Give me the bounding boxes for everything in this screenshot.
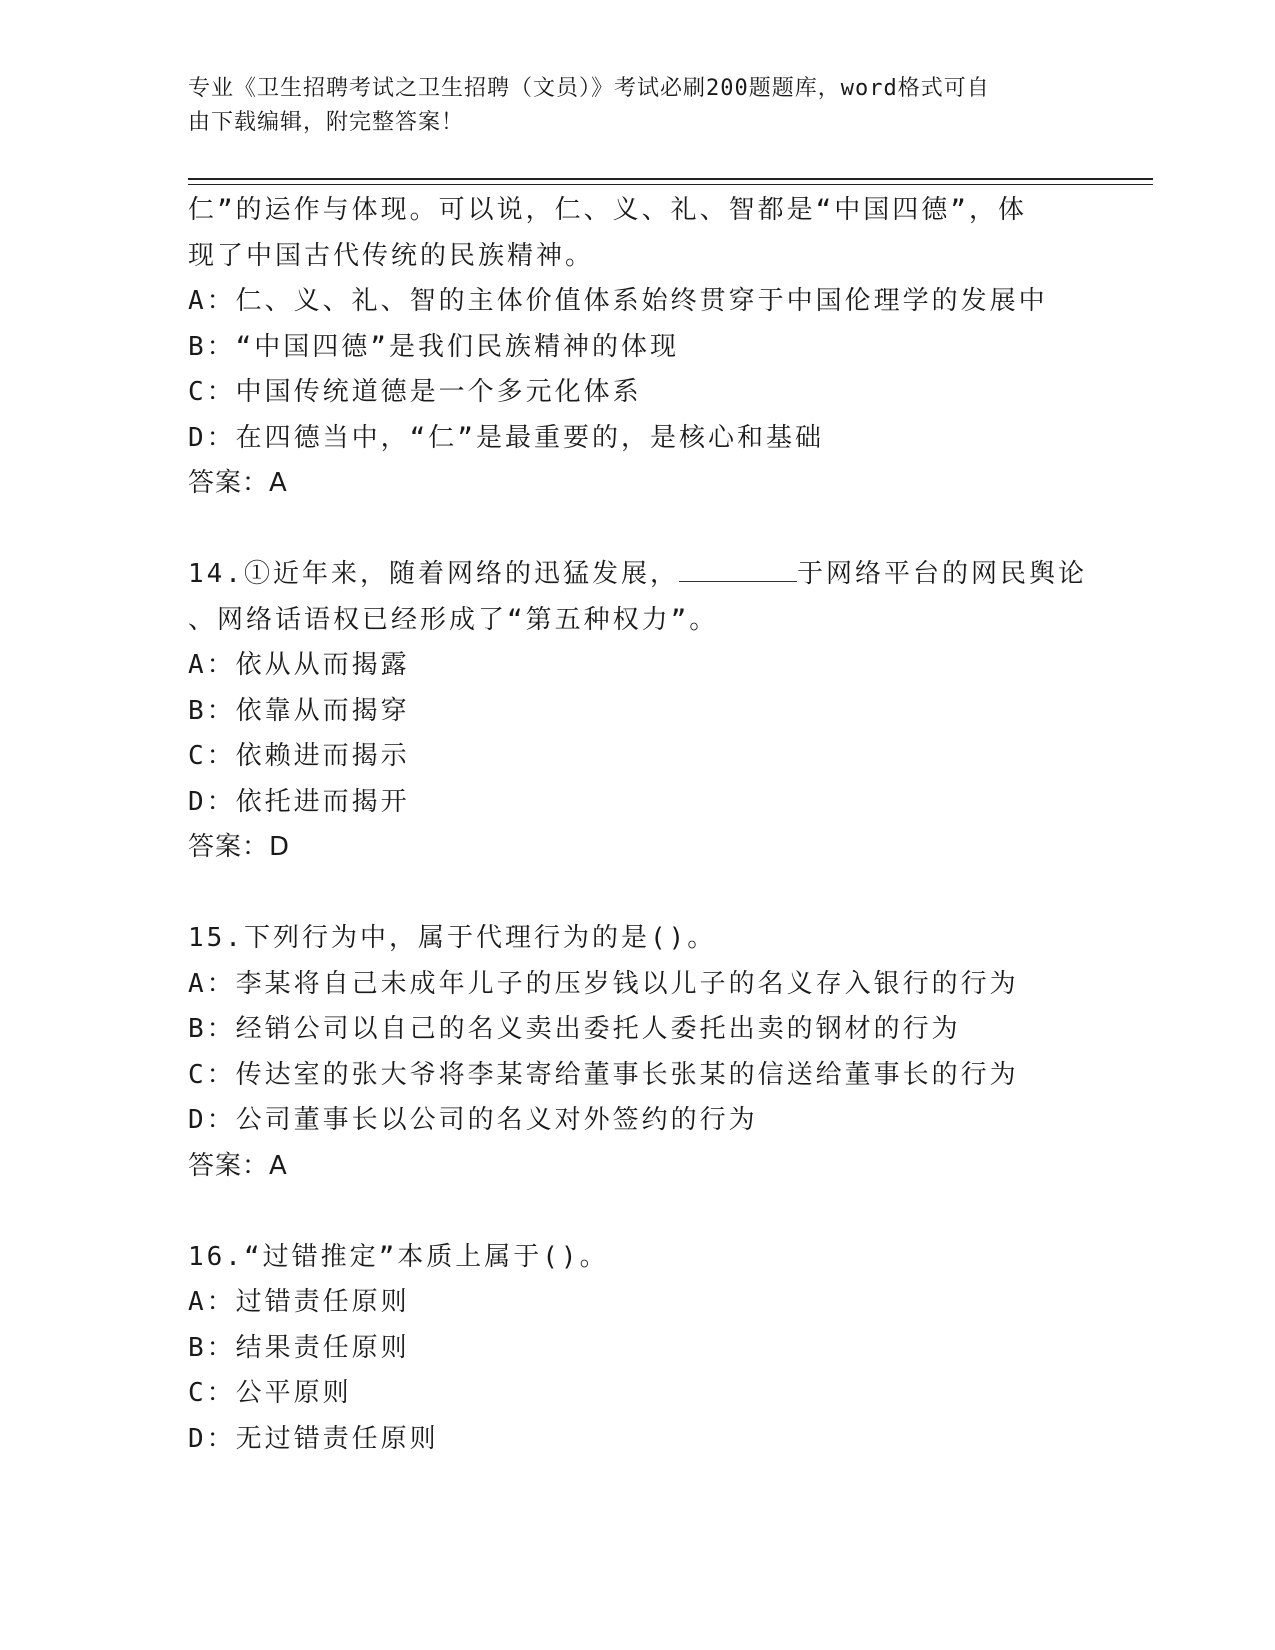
question-14-stem-line-1 <box>188 552 1088 598</box>
question-13-stem-line-1: 仁”的运作与体现。可以说，仁、义、礼、智都是“中国四德”，体 <box>188 195 1027 225</box>
question-15-answer: 答案：A <box>188 1150 288 1181</box>
document-header <box>188 72 1068 140</box>
question-16-stem: 16.“过错推定”本质上属于()。 <box>188 1241 609 1272</box>
spacer <box>188 1189 1088 1235</box>
question-13-option-a: A：仁、义、礼、智的主体价值体系始终贯穿于中国伦理学的发展中 <box>188 286 1048 316</box>
question-14-stem-part-2: 于网络平台的网民舆论 <box>796 559 1087 589</box>
question-15-option-c: C：传达室的张大爷将李某寄给董事长张某的信送给董事长的行为 <box>188 1059 1019 1090</box>
header-line-2: 由下载编辑，附完整答案！ <box>188 110 465 135</box>
question-16-option-d: D：无过错责任原则 <box>188 1423 439 1454</box>
question-16-option-b: B：结果责任原则 <box>188 1332 410 1363</box>
spacer <box>188 871 1088 917</box>
question-14-option-c: C：依赖进而揭示 <box>188 741 410 771</box>
question-15-option-d: D：公司董事长以公司的名义对外签约的行为 <box>188 1105 758 1135</box>
question-13-stem-line-2: 现了中国古代传统的民族精神。 <box>188 240 595 271</box>
question-13-option-c: C：中国传统道德是一个多元化体系 <box>188 377 642 407</box>
question-13-option-d: D：在四德当中，“仁”是最重要的，是核心和基础 <box>188 422 824 453</box>
header-line-1: 专业《卫生招聘考试之卫生招聘（文员）》考试必刷200题题库，word格式可自 <box>188 76 990 101</box>
spacer <box>188 507 1088 553</box>
question-15 <box>188 916 1088 1189</box>
question-14-option-a: A：依从从而揭露 <box>188 650 410 680</box>
question-list <box>188 188 1088 1462</box>
question-14-answer: 答案：D <box>188 832 291 862</box>
fill-in-blank <box>679 555 797 582</box>
question-14 <box>188 552 1088 871</box>
question-13-answer: 答案：A <box>188 468 288 498</box>
header-divider-thin <box>188 184 1153 185</box>
question-13 <box>188 188 1088 507</box>
question-16 <box>188 1235 1088 1463</box>
question-13-option-b: B：“中国四德”是我们民族精神的体现 <box>188 331 679 362</box>
header-divider-thick <box>188 178 1153 180</box>
question-14-option-b: B：依靠从而揭穿 <box>188 695 410 726</box>
question-14-stem-line-2: 、网络话语权已经形成了“第五种权力”。 <box>188 604 719 635</box>
question-14-option-d: D：依托进而揭开 <box>188 786 410 817</box>
question-15-stem: 15.下列行为中，属于代理行为的是()。 <box>188 923 717 953</box>
question-15-option-a: A：李某将自己未成年儿子的压岁钱以儿子的名义存入银行的行为 <box>188 968 1019 999</box>
question-14-stem-part-1: 14.①近年来，随着网络的迅猛发展， <box>188 559 679 589</box>
question-16-option-c: C：公平原则 <box>188 1378 352 1408</box>
question-15-option-b: B：经销公司以自己的名义卖出委托人委托出卖的钢材的行为 <box>188 1014 961 1044</box>
question-16-option-a: A：过错责任原则 <box>188 1287 410 1317</box>
